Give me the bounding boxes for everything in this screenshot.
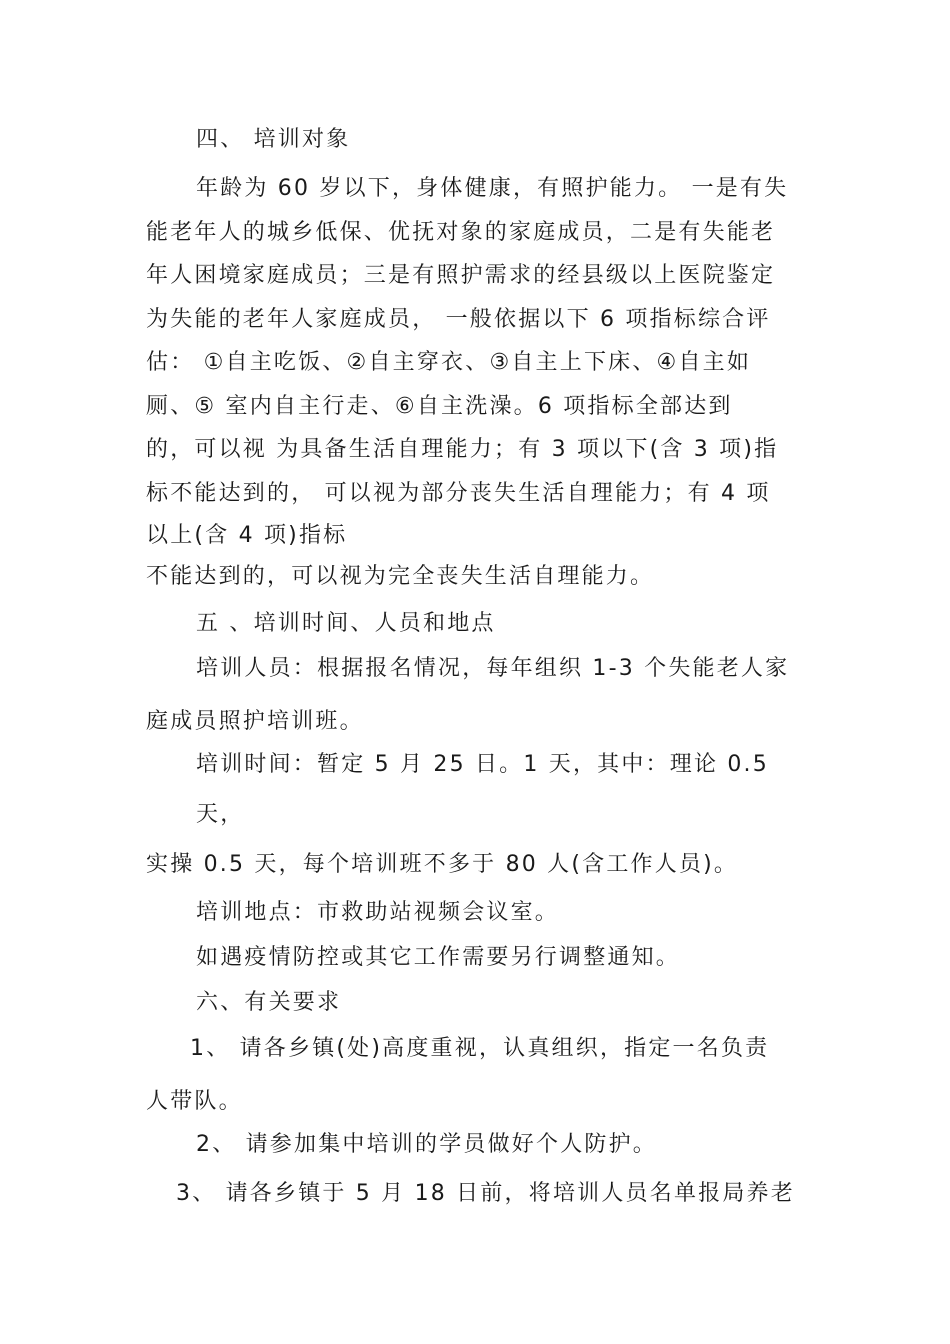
paragraph-line: 实操 0.5 天，每个培训班不多于 80 人(含工作人员)。 — [146, 852, 739, 877]
paragraph-line: 年人困境家庭成员；三是有照护需求的经县级以上医院鉴定 — [146, 263, 776, 288]
section-heading-4: 四、 培训对象 — [196, 127, 351, 152]
paragraph-line: 如遇疫情防控或其它工作需要另行调整通知。 — [196, 945, 681, 970]
paragraph-line: 培训地点：市救助站视频会议室。 — [196, 900, 560, 925]
list-item-3: 3、 请各乡镇于 5 月 18 日前，将培训人员名单报局养老 — [176, 1181, 795, 1206]
paragraph-line: 为失能的老年人家庭成员， 一般依据以下 6 项指标综合评 — [146, 307, 771, 332]
list-item-2: 2、 请参加集中培训的学员做好个人防护。 — [196, 1132, 657, 1157]
list-item-1: 1、 请各乡镇(处)高度重视，认真组织，指定一名负责 — [190, 1036, 770, 1061]
section-heading-5: 五 、培训时间、人员和地点 — [196, 611, 496, 636]
paragraph-line: 以上(含 4 项)指标 — [146, 523, 348, 548]
paragraph-line: 标不能达到的， 可以视为部分丧失生活自理能力；有 4 项 — [146, 481, 771, 506]
paragraph-line: 的，可以视 为具备生活自理能力；有 3 项以下(含 3 项)指 — [146, 437, 779, 462]
section-heading-6: 六、有关要求 — [196, 990, 342, 1015]
paragraph-line: 能老年人的城乡低保、优抚对象的家庭成员，二是有失能老 — [146, 220, 776, 245]
paragraph-line: 不能达到的，可以视为完全丧失生活自理能力。 — [146, 564, 655, 589]
paragraph-line: 厕、⑤ 室内自主行走、⑥自主洗澡。6 项指标全部达到 — [146, 394, 733, 419]
paragraph-line: 培训人员：根据报名情况，每年组织 1-3 个失能老人家 — [196, 656, 790, 681]
paragraph-line: 年龄为 60 岁以下，身体健康，有照护能力。 一是有失 — [196, 176, 789, 201]
list-item-1-continued: 人带队。 — [146, 1089, 243, 1114]
paragraph-line: 庭成员照护培训班。 — [146, 709, 364, 734]
paragraph-line: 估： ①自主吃饭、②自主穿衣、③自主上下床、④自主如 — [146, 350, 752, 375]
paragraph-line: 培训时间：暂定 5 月 25 日。1 天，其中：理论 0.5 — [196, 752, 769, 777]
paragraph-line: 天， — [196, 802, 245, 827]
